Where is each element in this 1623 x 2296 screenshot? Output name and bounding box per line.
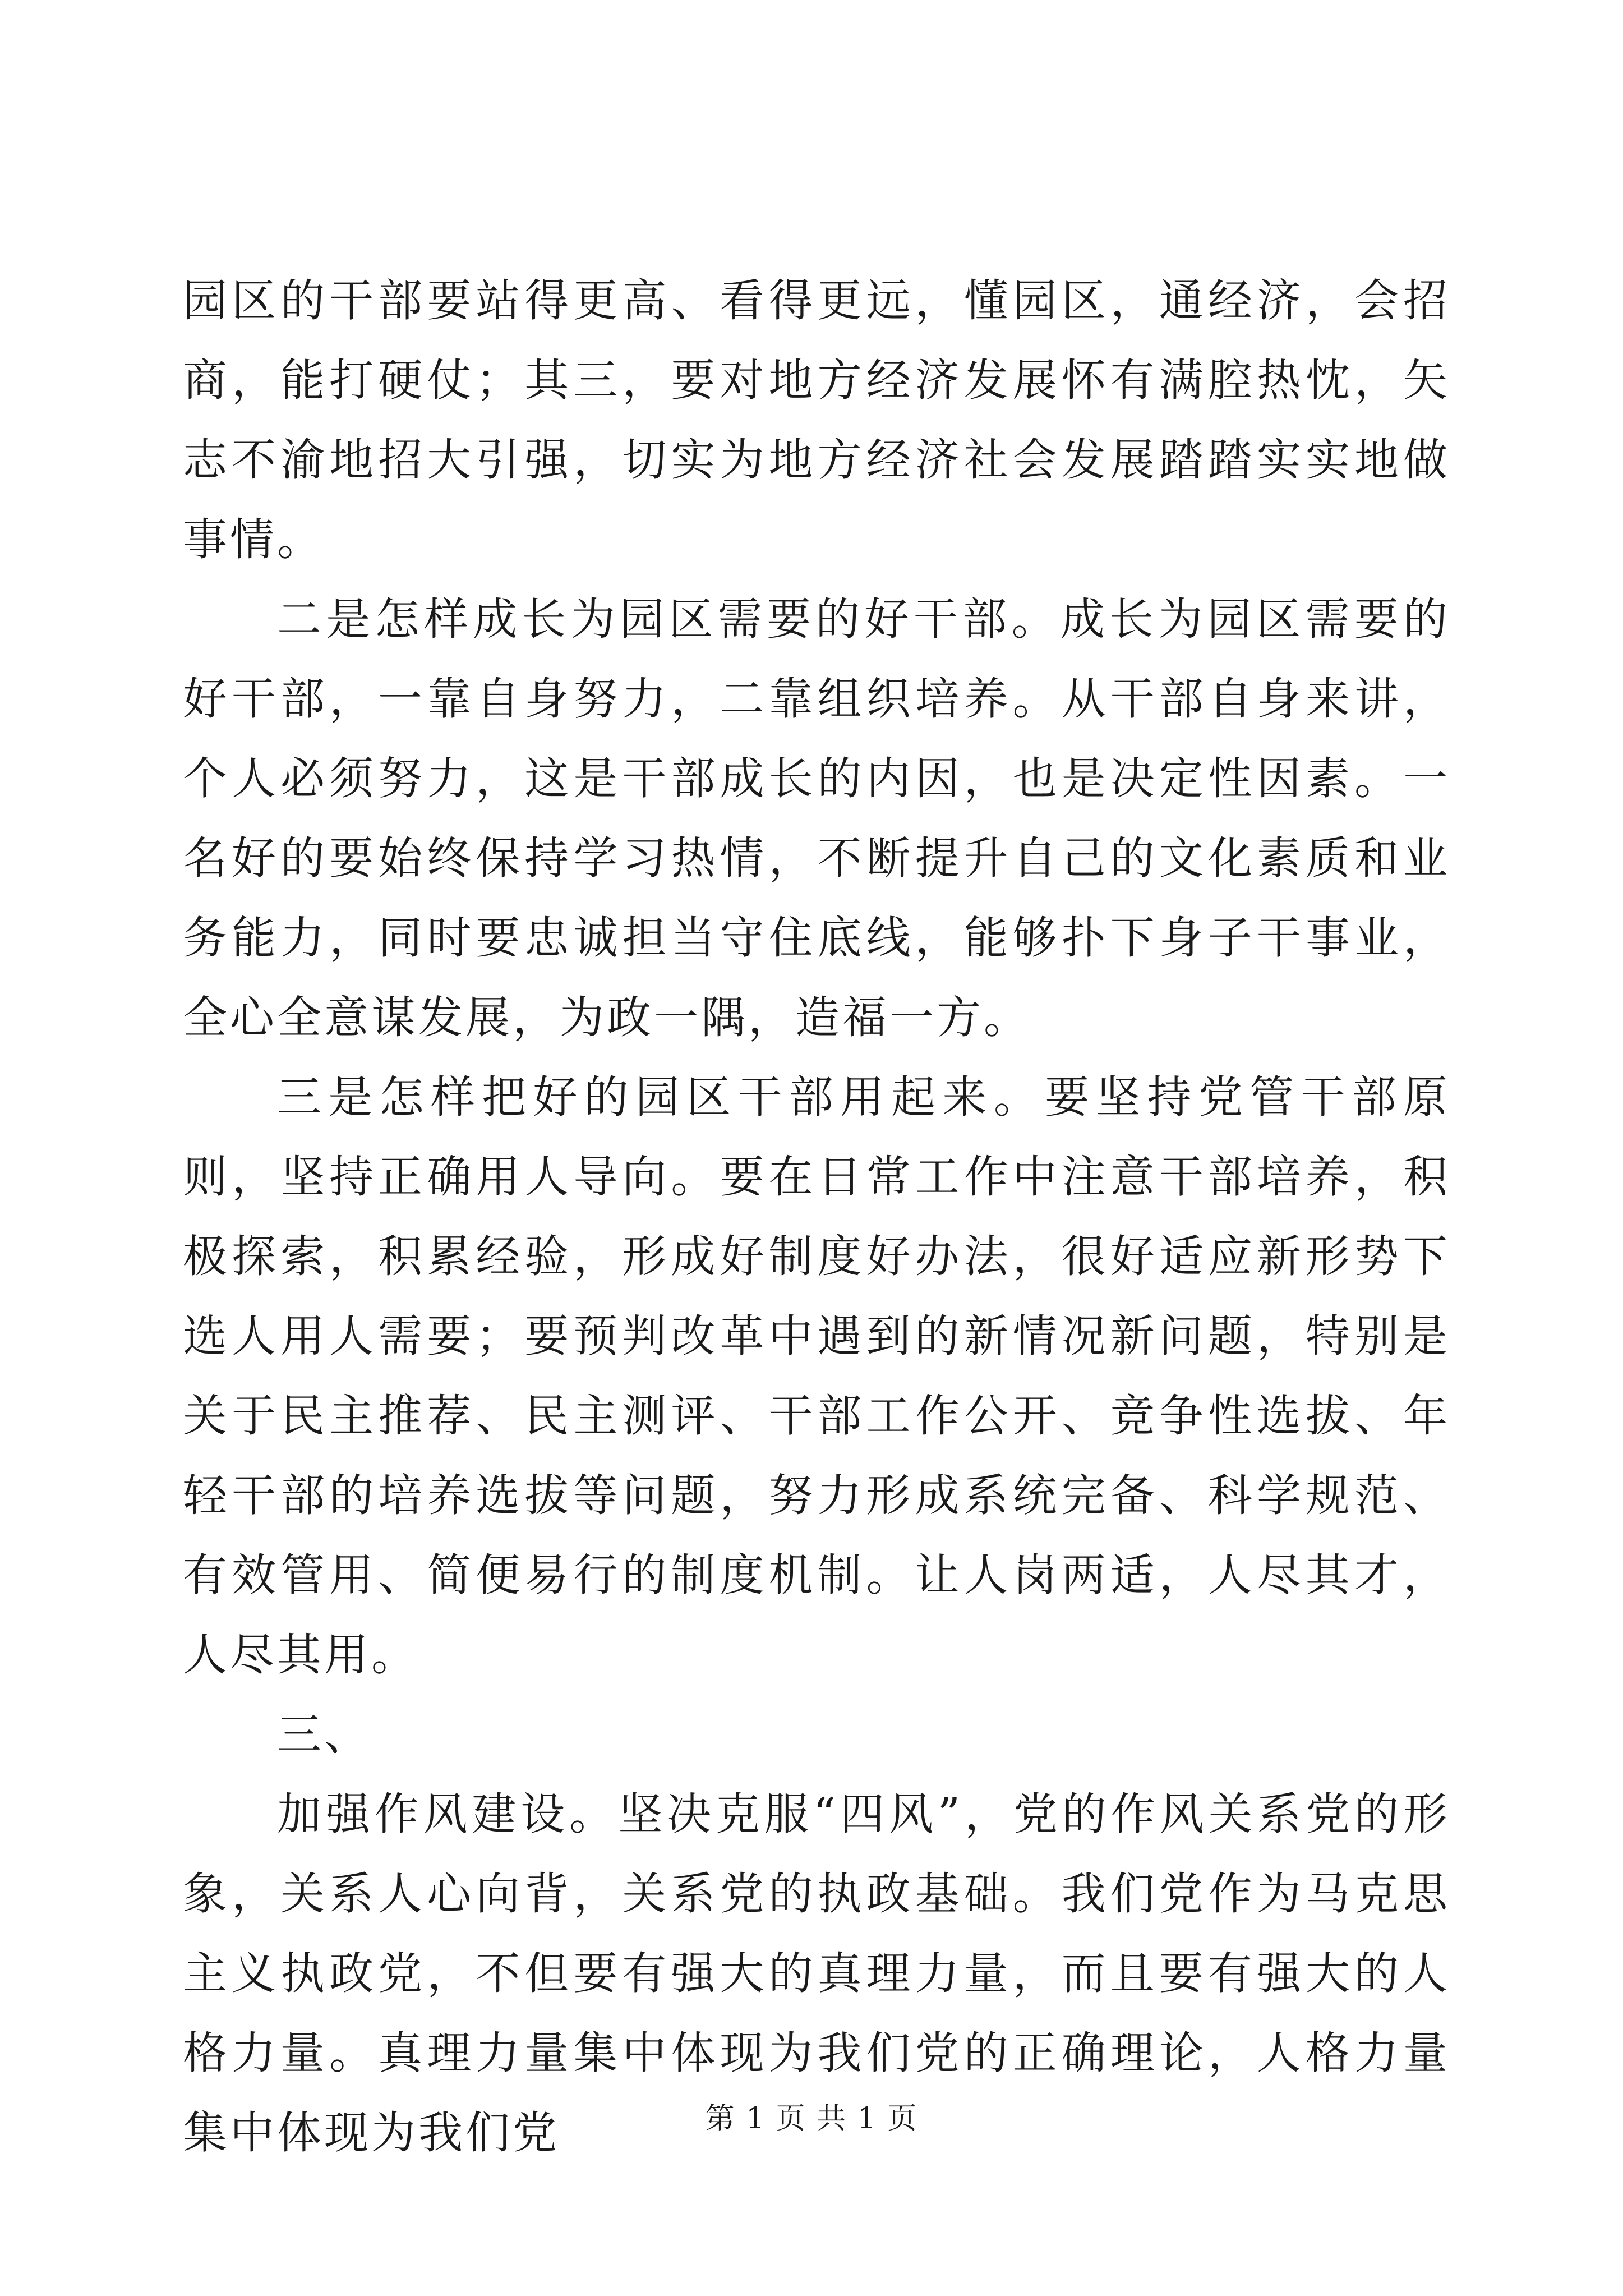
paragraph-work-style: 加强作风建设。坚决克服“四风”，党的作风关系党的形象，关系人心向背，关系党的执政基础。我们党作为马克思主义执政党，不但要有强大的真理力量，而且要有强大的人格力量。真理力量集中体现为我们党的正确理论，人格力量集中体现为我们党 [183, 1788, 1450, 2159]
paragraph-continuation: 园区的干部要站得更高、看得更远，懂园区，通经济，会招商，能打硬仗；其三，要对地方经济发展怀有满腔热忱，矢志不渝地招大引强，切实为地方经济社会发展踏踏实实地做事情。 [183, 275, 1450, 565]
paragraph-cadre-growth: 二是怎样成长为园区需要的好干部。成长为园区需要的好干部，一靠自身努力，二靠组织培养。从干部自身来讲，个人必须努力，这是干部成长的内因，也是决定性因素。一名好的要始终保持学习热情，不断提升自己的文化素质和业务能力，同时要忠诚担当守住底线，能够扑下身子干事业，全心全意谋发展，为政一隅，造福一方。 [183, 593, 1450, 1043]
page-footer: 第 1 页 共 1 页 [705, 2102, 918, 2136]
document-body [183, 261, 1450, 2173]
section-heading-three: 三、 [277, 1709, 371, 1760]
paragraph-cadre-use: 三是怎样把好的园区干部用起来。要坚持党管干部原则，坚持正确用人导向。要在日常工作中注意干部培养，积极探索，积累经验，形成好制度好办法，很好适应新形势下选人用人需要；要预判改革中遇到的新情况新问题，特别是关于民主推荐、民主测评、干部工作公开、竞争性选拔、年轻干部的培养选拔等问题，努力形成系统完备、科学规范、有效管用、简便易行的制度机制。让人岗两适，人尽其才，人尽其用。 [183, 1071, 1450, 1681]
